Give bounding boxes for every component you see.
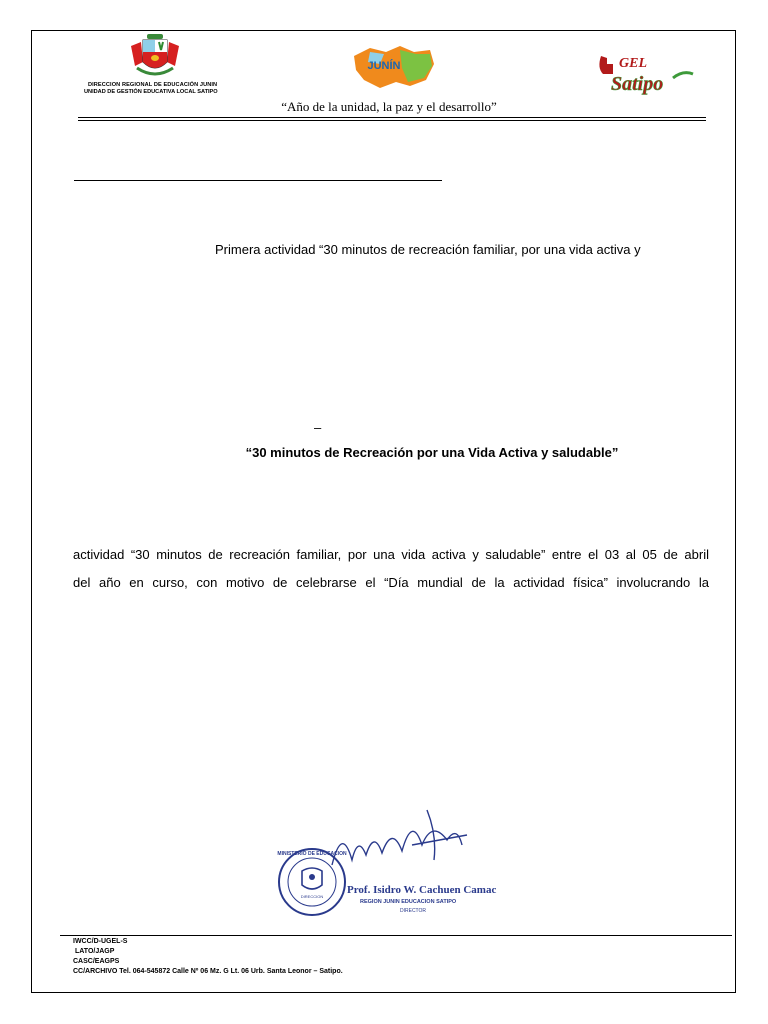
ugel-satipo-logo (597, 50, 697, 100)
body-dash: – (314, 420, 322, 435)
director-region: REGION JUNIN EDUCACION SATIPO (360, 899, 457, 905)
footer-ref-1: IWCC/D-UGEL-S (73, 938, 128, 945)
junin-region-logo (350, 44, 436, 90)
director-signature-stamp (262, 805, 497, 930)
director-title: DIRECTOR (400, 908, 427, 914)
body-line-1: Primera actividad “30 minutos de recreación familiar, por una vida activa y (215, 242, 641, 257)
dre-title-line2: UNIDAD DE GESTIÓN EDUCATIVA LOCAL SATIPO (84, 89, 218, 95)
footer-contact: CC/ARCHIVO Tel. 064-545872 Calle Nº 06 Mz. G Lt. 06 Urb. Santa Leonor – Satipo. (73, 968, 343, 975)
year-motto: “Año de la unidad, la paz y el desarrollo” (281, 99, 497, 114)
seal-center-text: DIRECCION (300, 894, 324, 899)
activity-headline: “30 minutos de Recreación por una Vida Activa y saludable” (245, 445, 619, 460)
peru-coat-of-arms-logo (125, 32, 185, 82)
director-name: Prof. Isidro W. Cachuen Camac (347, 884, 497, 896)
footer-ref-3: CASC/EAGPS (73, 958, 120, 965)
header-divider-bottom (78, 120, 706, 121)
ugel-logo-text: GEL (619, 56, 647, 71)
dre-title-line1: DIRECCION REGIONAL DE EDUCACIÓN JUNIN (88, 82, 218, 88)
footer-ref-2: LATO/JAGP (75, 948, 115, 955)
junin-logo-text: JUNÍN (367, 60, 401, 72)
paragraph-line-1: actividad “30 minutos de recreación familiar, por una vida activa y saludable” entre el 03 al 05 de abril (73, 547, 709, 562)
paragraph-line-2: del año en curso, con motivo de celebrarse el “Día mundial de la actividad física” involucrando la (73, 575, 709, 590)
header-divider-top (78, 117, 706, 118)
seal-top-text: MINISTERIO DE EDUCACION (277, 851, 347, 857)
satipo-logo-text: Satipo (611, 73, 664, 95)
footer-divider (60, 935, 732, 936)
blank-underline (74, 180, 442, 181)
